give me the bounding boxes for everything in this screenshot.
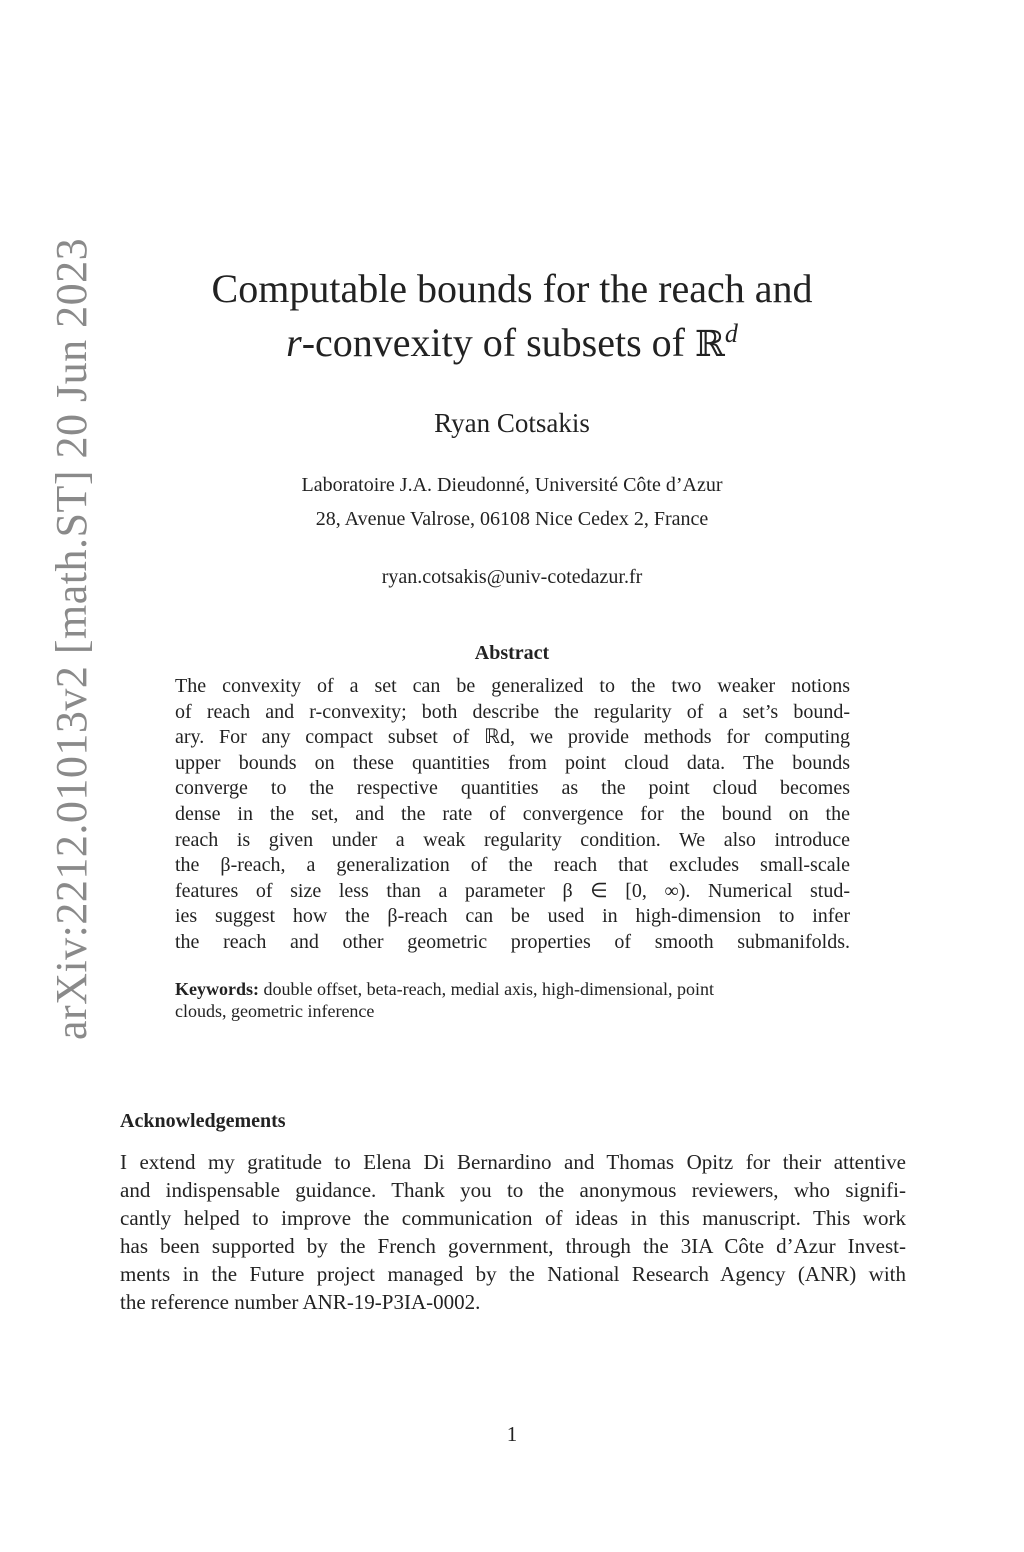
affiliation-line-2: 28, Avenue Valrose, 06108 Nice Cedex 2, France [315,508,709,530]
affiliation-line-1: Laboratoire J.A. Dieudonné, Université Côte d’Azur [301,474,723,496]
acknowledgements-line: has been supported by the French government, through the 3IA Côte d’Azur Invest- [120,1234,906,1258]
acknowledgements-line: cantly helped to improve the communication of ideas in this manuscript. This work [120,1206,906,1230]
title-r-variable: r [286,320,302,365]
acknowledgements-body [120,1148,906,1316]
abstract-line: ary. For any compact subset of ℝd, we provide methods for computing [175,726,850,749]
keywords-line-1 [175,978,850,1000]
keywords-list-1: double offset, beta-reach, medial axis, high-dimensional, point [263,979,715,999]
abstract-line: the β-reach, a generalization of the reach that excludes small-scale [175,854,850,877]
acknowledgements-line: ments in the Future project managed by the National Research Agency (ANR) with [120,1262,906,1286]
acknowledgements-line: the reference number ANR-19-P3IA-0002. [120,1290,481,1314]
keywords-list-2: clouds, geometric inference [175,1001,375,1021]
abstract-line: ies suggest how the β-reach can be used in high-dimension to infer [175,905,850,928]
abstract-line: of reach and r-convexity; both describe the regularity of a set’s bound- [175,700,850,723]
acknowledgements-line: and indispensable guidance. Thank you to the anonymous reviewers, who signifi- [120,1178,906,1202]
title-dimension-superscript: d [724,319,738,348]
abstract-line: The convexity of a set can be generalized to the two weaker notions [175,675,850,697]
paper-title [150,262,874,372]
keywords-label: Keywords: [175,979,259,999]
abstract-line: features of size less than a parameter β ∈ [0, ∞). Numerical stud- [175,879,850,902]
abstract-line: upper bounds on these quantities from point cloud data. The bounds [175,751,850,774]
title-line-2 [150,316,874,372]
abstract-line: reach is given under a weak regularity condition. We also introduce [175,828,850,851]
title-line-1: Computable bounds for the reach and [211,266,813,311]
abstract-line: the reach and other geometric properties of smooth submanifolds. [175,930,850,953]
acknowledgements-heading: Acknowledgements [120,1110,286,1132]
author-email: ryan.cotsakis@univ-cotedazur.fr [381,566,643,588]
abstract-body [175,674,850,956]
page-number: 1 [506,1422,518,1446]
abstract-heading: Abstract [474,642,550,664]
author-affiliation [0,468,1024,536]
keywords-section [175,978,850,1022]
acknowledgements-line: I extend my gratitude to Elena Di Bernardino and Thomas Opitz for their attentive [120,1150,906,1174]
arxiv-identifier-stamp: arXiv:2212.01013v2 [math.ST] 20 Jun 2023 [47,237,96,1040]
abstract-line: dense in the set, and the rate of convergence for the bound on the [175,802,850,825]
title-real-set-symbol: ℝ [694,324,725,365]
abstract-line: converge to the respective quantities as the point cloud becomes [175,777,850,800]
title-line-2-text: -convexity of subsets of [301,320,695,365]
author-name: Ryan Cotsakis [434,408,590,438]
